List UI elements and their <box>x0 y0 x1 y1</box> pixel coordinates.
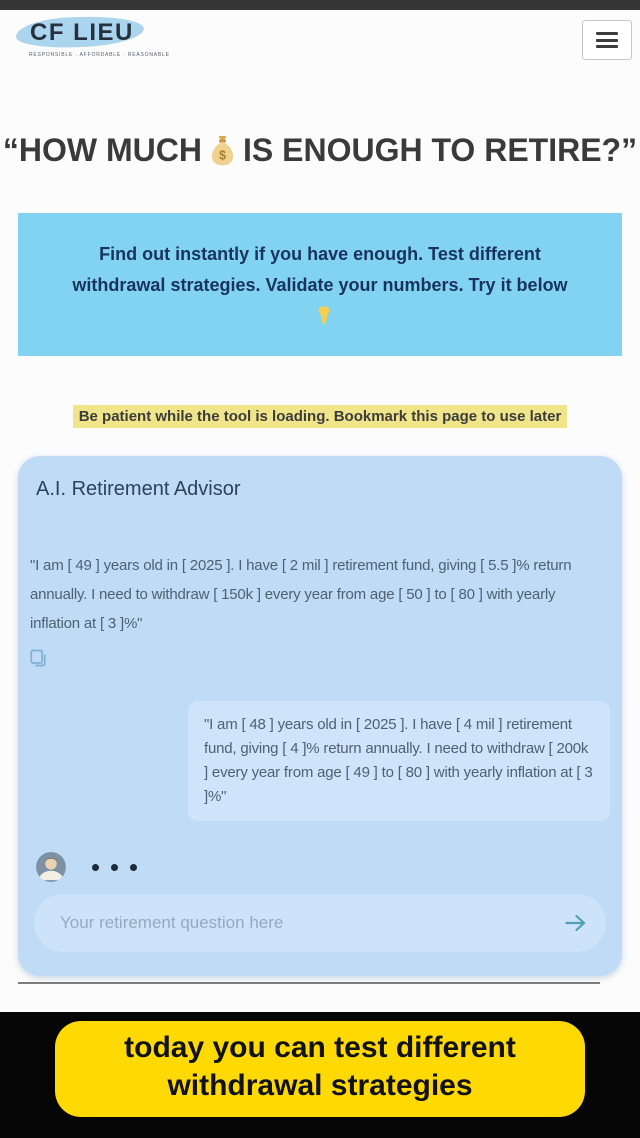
chat-widget-title: A.I. Retirement Advisor <box>36 478 241 500</box>
page-title-part2: IS ENOUGH TO RETIRE?” <box>242 132 638 168</box>
promo-banner-paragraph <box>66 239 574 332</box>
chat-widget <box>18 456 622 976</box>
menu-button[interactable] <box>582 20 632 60</box>
copy-icon <box>28 648 48 668</box>
logo[interactable] <box>26 19 170 58</box>
send-arrow-icon <box>564 912 588 934</box>
advisor-avatar-image <box>36 852 66 882</box>
top-dark-bar <box>0 0 640 10</box>
pointing-down-icon <box>315 305 333 326</box>
chat-input-bar <box>34 894 606 952</box>
send-button[interactable] <box>564 912 588 934</box>
page-title-part1: “HOW MUCH <box>2 132 202 168</box>
logo-text: CF LIEU <box>30 19 134 46</box>
hamburger-icon <box>596 29 618 52</box>
chat-message-bot-text: "I am [ 49 ] years old in [ 2025 ]. I have [ 2 mil ] retirement fund, giving [ 5.5 ]% return annually. I need to withdraw [ 150k ] every year from age [ 50 ] to [ 80 ] with yearly inflation at [ 3 ]%" <box>30 557 572 632</box>
logo-tagline: RESPONSIBLE · AFFORDABLE · REASONABLE <box>29 52 170 58</box>
promo-banner-text: Find out instantly if you have enough. Test different withdrawal strategies. Validate your numbers. Try it below <box>72 244 568 295</box>
copy-message-button[interactable] <box>26 646 50 673</box>
section-divider <box>18 982 600 984</box>
svg-text:$: $ <box>219 148 226 163</box>
chat-message-user <box>188 701 610 821</box>
chat-input[interactable] <box>58 912 564 934</box>
loading-notice-text: Be patient while the tool is loading. Bookmark this page to use later <box>73 405 568 428</box>
typing-row <box>36 851 622 883</box>
loading-notice <box>0 408 640 426</box>
typing-indicator <box>92 864 137 871</box>
site-header <box>0 10 640 80</box>
page-title <box>0 132 640 169</box>
caption-text: today you can test different withdrawal strategies <box>55 1021 585 1117</box>
money-bag-icon <box>209 135 236 166</box>
caption-bar <box>0 1012 640 1138</box>
chat-message-user-text: "I am [ 48 ] years old in [ 2025 ]. I have [ 4 mil ] retirement fund, giving [ 4 ]% return annually. I need to withdraw [ 200k ] every year from age [ 49 ] to [ 80 ] with yearly inflation at [ 3 ]%" <box>204 716 593 805</box>
advisor-avatar <box>36 852 66 882</box>
chat-message-bot <box>30 551 608 638</box>
promo-banner <box>18 213 622 356</box>
